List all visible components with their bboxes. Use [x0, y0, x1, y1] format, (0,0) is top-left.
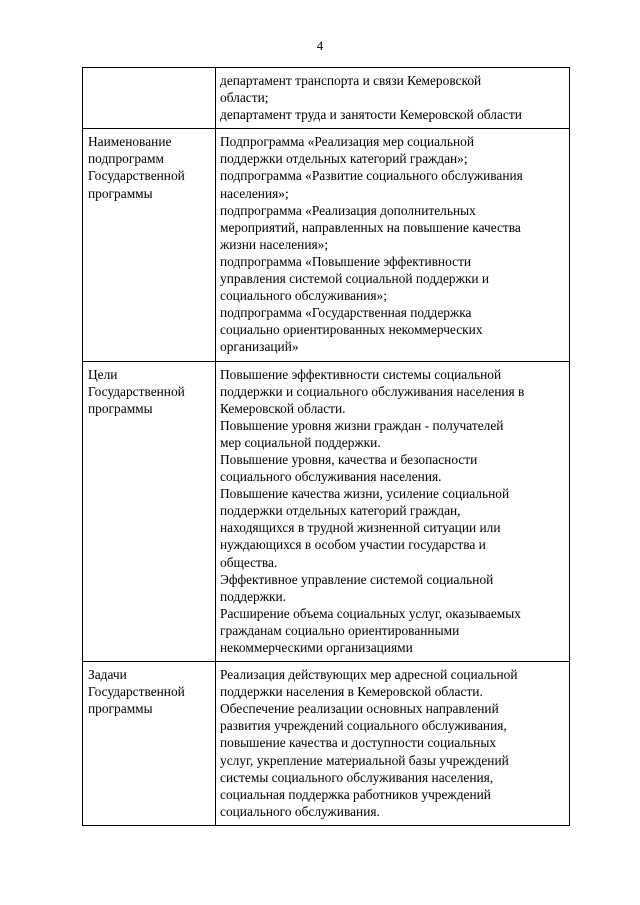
row-label-cell [83, 361, 216, 662]
row-content-line: социально ориентированных некоммерческих [220, 322, 483, 338]
row-content-line: нуждающихся в особом участии государства и [220, 537, 486, 553]
row-content-line: подпрограмма «Государственная поддержка [220, 305, 472, 321]
row-content-line: некоммерческими организациями [220, 640, 413, 655]
row-content-cell [216, 361, 570, 662]
row-content-line: управления системой социальной поддержки и [220, 271, 490, 287]
row-content-line: Обеспечение реализации основных направлений [220, 701, 499, 717]
row-content-line: Повышение качества жизни, усиление социальной [220, 486, 510, 502]
row-label-cell [83, 662, 216, 826]
row-content-line: подпрограмма «Реализация дополнительных [220, 202, 476, 218]
row-content-line: развития учреждений социального обслуживания, [220, 718, 507, 734]
page-number: 4 [316, 38, 324, 53]
row-content-line: Кемеровской области. [220, 400, 346, 416]
row-label-line: Государственной [88, 168, 185, 184]
row-label-line: программы [88, 185, 153, 201]
row-content-cell [216, 662, 570, 826]
row-content-line: социального обслуживания»; [220, 288, 387, 304]
row-content-line: повышение качества и доступности социальных [220, 735, 497, 751]
row-content-line: поддержки отдельных категорий граждан»; [220, 151, 468, 167]
row-content-line: области; [220, 90, 269, 106]
row-content-line: гражданам социально ориентированными [220, 622, 460, 638]
row-content-line: Повышение уровня, качества и безопасности [220, 451, 478, 467]
table-body [83, 68, 570, 826]
row-content-cell [216, 68, 570, 129]
row-content-line: Повышение эффективности системы социальной [220, 366, 502, 382]
row-content-line: мер социальной поддержки. [220, 434, 381, 450]
table-row [83, 662, 570, 826]
row-label-cell [83, 68, 216, 129]
row-content-line: поддержки отдельных категорий граждан, [220, 503, 461, 519]
row-content-line: населения»; [220, 185, 289, 201]
row-content-line: Расширение объема социальных услуг, оказываемых [220, 605, 521, 621]
row-label-cell [83, 129, 216, 361]
row-content-line: находящихся в трудной жизненной ситуации или [220, 520, 501, 536]
row-content-line: мероприятий, направленных на повышение качества [220, 219, 521, 235]
row-content-line: Реализация действующих мер адресной социальной [220, 667, 518, 683]
row-label-line: Цели [88, 366, 118, 382]
row-label-line: Наименование [88, 134, 172, 150]
row-content-line: подпрограмма «Развитие социального обслуживания [220, 168, 523, 184]
row-label-line: подпрограмм [88, 151, 164, 167]
table-row [83, 129, 570, 361]
row-content-line: социального обслуживания. [220, 803, 380, 819]
table-row [83, 68, 570, 129]
row-content-line: социальная поддержка работников учреждений [220, 786, 491, 802]
row-content-line: Эффективное управление системой социальной [220, 571, 494, 587]
row-content-line: департамент труда и занятости Кемеровской области [220, 107, 522, 123]
row-content-line: Подпрограмма «Реализация мер социальной [220, 134, 474, 150]
row-label-line: Задачи [88, 667, 127, 683]
row-content-line: общества. [220, 554, 278, 570]
row-content-line: Повышение уровня жизни граждан - получателей [220, 417, 504, 433]
row-content-line: социального обслуживания населения. [220, 469, 442, 485]
program-passport-table [82, 67, 570, 826]
row-content-cell [216, 129, 570, 361]
row-label-line: Государственной [88, 684, 185, 700]
row-content-line: поддержки населения в Кемеровской области. [220, 684, 483, 700]
row-content-line: услуг, укрепление материальной базы учреждений [220, 752, 509, 768]
row-content-line: поддержки и социального обслуживания населения в [220, 383, 525, 399]
row-content-line: жизни населения»; [220, 236, 329, 252]
table-row [83, 361, 570, 662]
row-content-line: подпрограмма «Повышение эффективности [220, 253, 472, 269]
row-content-line: департамент транспорта и связи Кемеровской [220, 73, 482, 88]
row-label-line: программы [88, 400, 153, 416]
row-content-line: поддержки. [220, 588, 287, 604]
row-content-line: организаций» [220, 339, 299, 355]
row-content-line: системы социального обслуживания населения, [220, 769, 494, 785]
row-label-line: программы [88, 701, 153, 717]
row-label-line: Государственной [88, 383, 185, 399]
